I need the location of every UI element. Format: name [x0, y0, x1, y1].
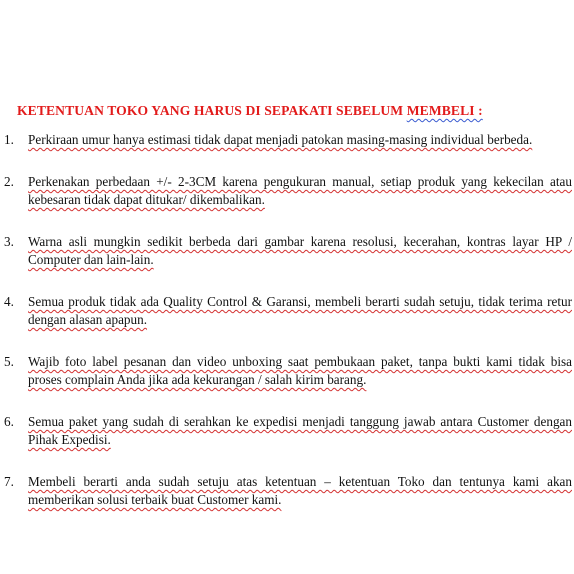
- rule-number: 2.: [4, 174, 14, 189]
- rule-item-1: [0, 131, 574, 149]
- rule-text: Wajib foto label pesanan dan video unboxing saat pembukaan paket, tanpa bukti kami tidak bisa proses complain Anda jika ada kekurangan / salah kirim barang.: [28, 354, 572, 387]
- rule-text: Membeli berarti anda sudah setuju atas ketentuan – ketentuan Toko dan tentunya kami akan memberikan solusi terbaik buat Customer kami.: [28, 474, 572, 507]
- rule-item-3: [0, 233, 574, 269]
- rule-number: 3.: [4, 234, 14, 249]
- rules-list: [0, 131, 574, 533]
- rule-text: Semua produk tidak ada Quality Control & Garansi, membeli berarti sudah setuju, tidak terima retur dengan alasan apapun.: [28, 294, 572, 327]
- rule-item-6: [0, 413, 574, 449]
- rule-number: 7.: [4, 474, 14, 489]
- rule-text: Warna asli mungkin sedikit berbeda dari gambar karena resolusi, kecerahan, kontras layar HP / Computer dan lain-lain.: [28, 234, 572, 267]
- document-heading: [17, 103, 483, 119]
- rule-item-5: [0, 353, 574, 389]
- rule-item-7: [0, 473, 574, 509]
- rule-number: 5.: [4, 354, 14, 369]
- rule-text: Perkenakan perbedaan +/- 2-3CM karena pengukuran manual, setiap produk yang kekecilan atau kebesaran tidak dapat ditukar/ dikembalikan.: [28, 174, 572, 207]
- rule-item-4: [0, 293, 574, 329]
- heading-prefix: KETENTUAN TOKO YANG HARUS DI SEPAKATI SEBELUM: [17, 103, 407, 118]
- rule-number: 6.: [4, 414, 14, 429]
- rule-number: 4.: [4, 294, 14, 309]
- rule-number: 1.: [4, 132, 14, 147]
- rule-item-2: [0, 173, 574, 209]
- rule-text: Perkiraan umur hanya estimasi tidak dapat menjadi patokan masing-masing individual berbeda.: [28, 132, 533, 147]
- heading-underlined-word: MEMBELI :: [406, 103, 483, 118]
- rule-text: Semua paket yang sudah di serahkan ke expedisi menjadi tanggung jawab antara Customer dengan Pihak Expedisi.: [28, 414, 572, 447]
